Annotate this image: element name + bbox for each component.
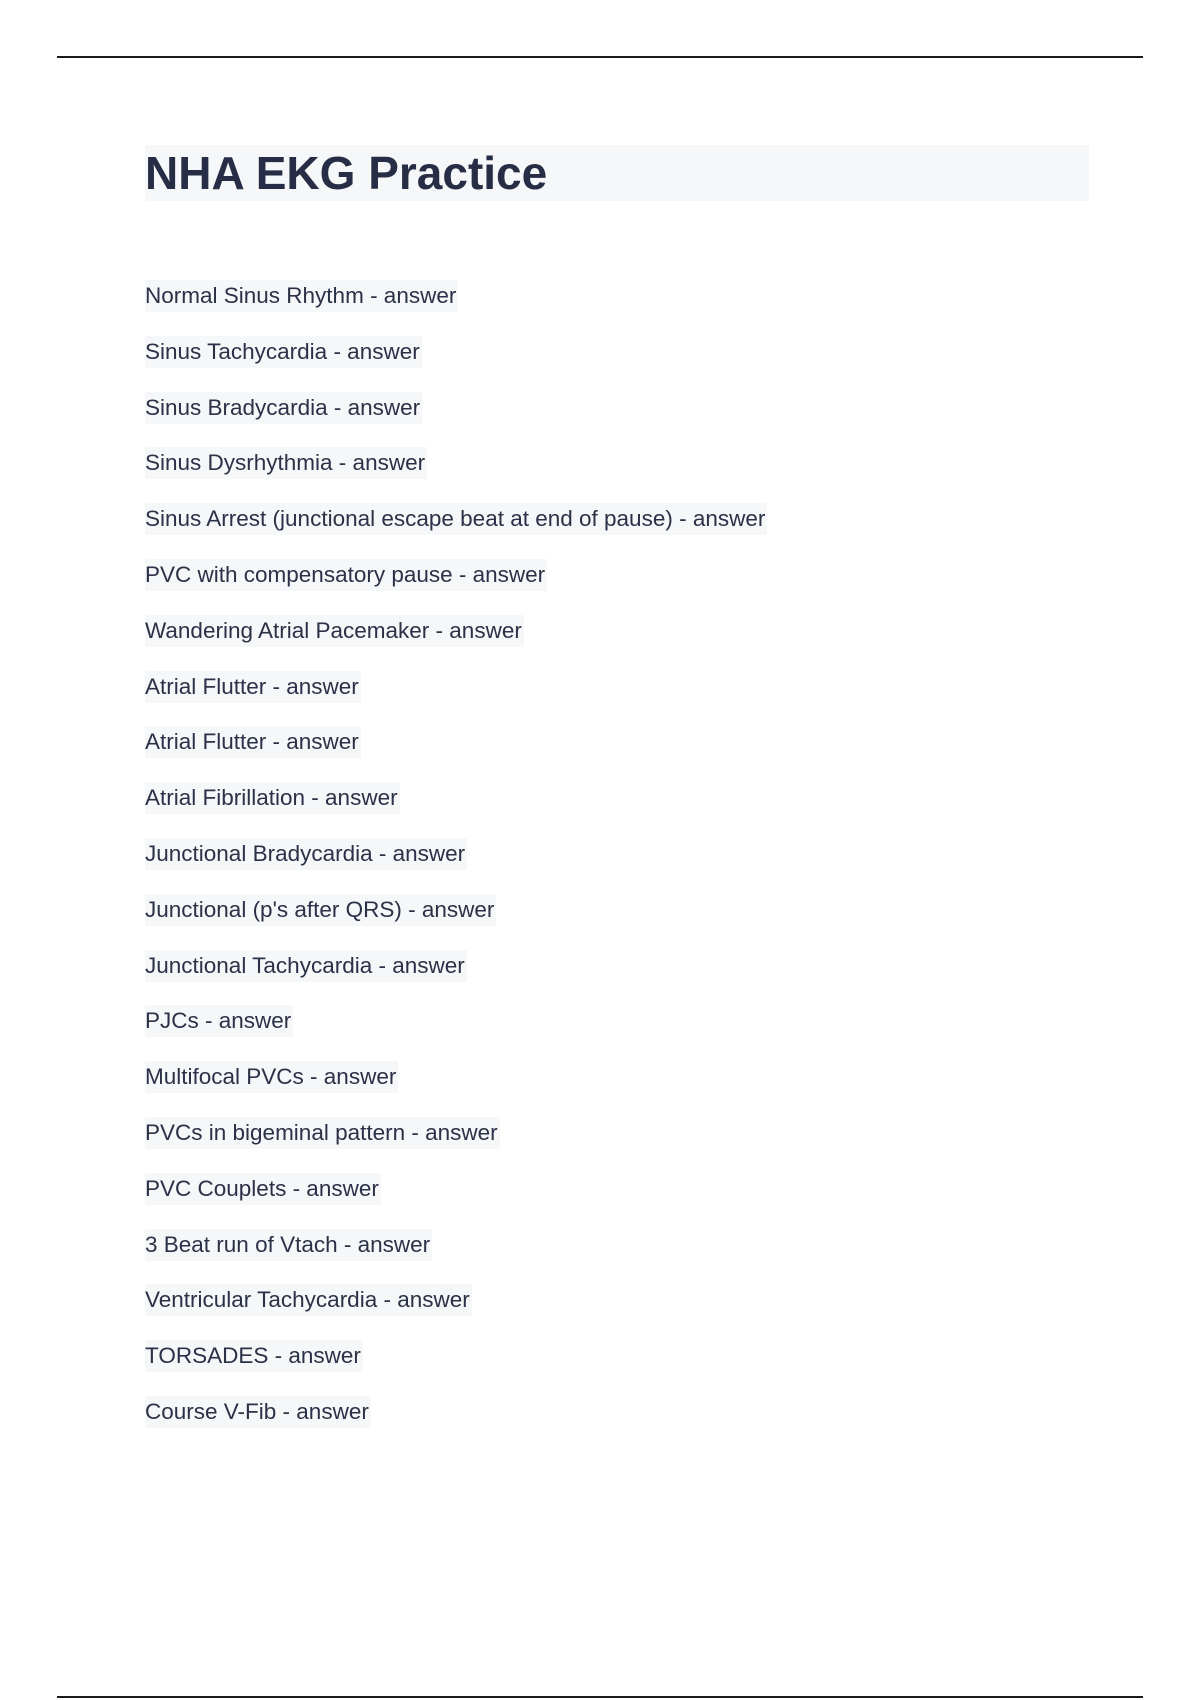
question-text: PJCs - answer bbox=[145, 1005, 293, 1037]
question-text: 3 Beat run of Vtach - answer bbox=[145, 1229, 432, 1261]
question-text: Ventricular Tachycardia - answer bbox=[145, 1284, 472, 1316]
list-item bbox=[145, 782, 767, 814]
list-item bbox=[145, 559, 767, 591]
question-text: PVC Couplets - answer bbox=[145, 1173, 381, 1205]
question-text: Course V-Fib - answer bbox=[145, 1396, 371, 1428]
question-text: Atrial Fibrillation - answer bbox=[145, 782, 400, 814]
list-item bbox=[145, 894, 767, 926]
question-text: Atrial Flutter - answer bbox=[145, 671, 361, 703]
question-text: Junctional (p's after QRS) - answer bbox=[145, 894, 496, 926]
question-text: Normal Sinus Rhythm - answer bbox=[145, 280, 458, 312]
list-item bbox=[145, 1005, 767, 1037]
top-divider bbox=[57, 56, 1143, 58]
list-item bbox=[145, 950, 767, 982]
question-list bbox=[145, 280, 767, 1452]
list-item bbox=[145, 447, 767, 479]
list-item bbox=[145, 1061, 767, 1093]
question-text: Junctional Tachycardia - answer bbox=[145, 950, 467, 982]
list-item bbox=[145, 1229, 767, 1261]
list-item bbox=[145, 615, 767, 647]
question-text: Atrial Flutter - answer bbox=[145, 726, 361, 758]
list-item bbox=[145, 838, 767, 870]
list-item bbox=[145, 336, 767, 368]
question-text: Junctional Bradycardia - answer bbox=[145, 838, 467, 870]
list-item bbox=[145, 1284, 767, 1316]
question-text: Sinus Tachycardia - answer bbox=[145, 336, 422, 368]
list-item bbox=[145, 1117, 767, 1149]
question-text: Wandering Atrial Pacemaker - answer bbox=[145, 615, 524, 647]
list-item bbox=[145, 503, 767, 535]
question-text: PVCs in bigeminal pattern - answer bbox=[145, 1117, 500, 1149]
list-item bbox=[145, 726, 767, 758]
question-text: Sinus Arrest (junctional escape beat at end of pause) - answer bbox=[145, 503, 767, 535]
question-text: TORSADES - answer bbox=[145, 1340, 363, 1372]
question-text: Multifocal PVCs - answer bbox=[145, 1061, 398, 1093]
list-item bbox=[145, 1340, 767, 1372]
list-item bbox=[145, 1396, 767, 1428]
list-item bbox=[145, 1173, 767, 1205]
list-item bbox=[145, 392, 767, 424]
question-text: Sinus Dysrhythmia - answer bbox=[145, 447, 427, 479]
question-text: PVC with compensatory pause - answer bbox=[145, 559, 547, 591]
list-item bbox=[145, 280, 767, 312]
question-text: Sinus Bradycardia - answer bbox=[145, 392, 422, 424]
bottom-divider bbox=[57, 1696, 1143, 1698]
list-item bbox=[145, 671, 767, 703]
page-title: NHA EKG Practice bbox=[145, 147, 548, 199]
